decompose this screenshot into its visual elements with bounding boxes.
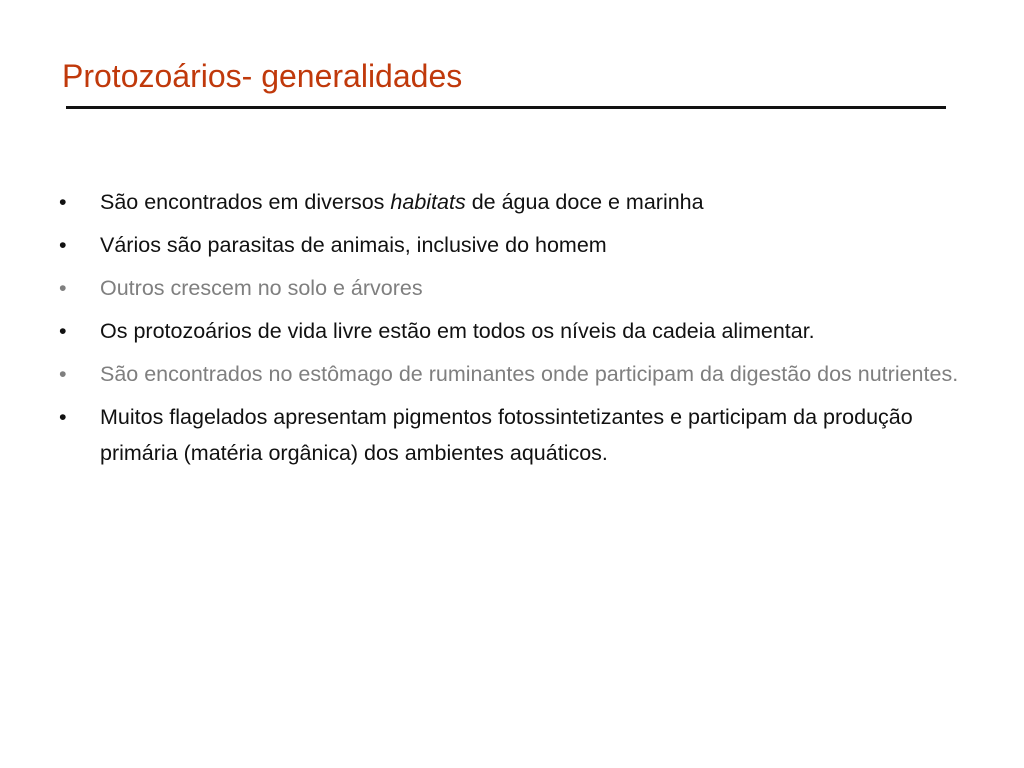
bullet-item bbox=[56, 184, 966, 220]
bullet-text: Outros crescem no solo e árvores bbox=[100, 276, 423, 300]
title-underline-rule bbox=[66, 106, 946, 109]
bullet-item bbox=[56, 313, 966, 349]
bullet-dot-icon: • bbox=[59, 319, 67, 343]
bullet-item bbox=[56, 356, 966, 392]
bullet-item bbox=[56, 270, 966, 306]
bullet-text-emphasis: habitats bbox=[390, 190, 466, 214]
bullet-dot-icon: • bbox=[59, 405, 67, 429]
bullet-text: Vários são parasitas de animais, inclusive do homem bbox=[100, 233, 607, 257]
bullet-text: São encontrados no estômago de ruminantes onde participam da digestão dos nutrientes. bbox=[100, 362, 959, 386]
slide-title: Protozoários- generalidades bbox=[62, 58, 463, 94]
bullet-text: São encontrados em diversos bbox=[100, 190, 391, 214]
bullet-dot-icon: • bbox=[59, 362, 67, 386]
bullet-text: Os protozoários de vida livre estão em todos os níveis da cadeia alimentar. bbox=[100, 319, 815, 343]
bullet-item bbox=[56, 399, 966, 471]
bullet-dot-icon: • bbox=[59, 233, 67, 257]
bullet-dot-icon: • bbox=[59, 190, 67, 214]
bullet-dot-icon: • bbox=[59, 276, 67, 300]
bullet-text: Muitos flagelados apresentam pigmentos fotossintetizantes e participam da produção primária (matéria orgânica) dos ambientes aquáticos. bbox=[100, 405, 913, 465]
bullet-list bbox=[56, 184, 966, 478]
bullet-item bbox=[56, 227, 966, 263]
bullet-text-continued: de água doce e marinha bbox=[465, 190, 704, 214]
